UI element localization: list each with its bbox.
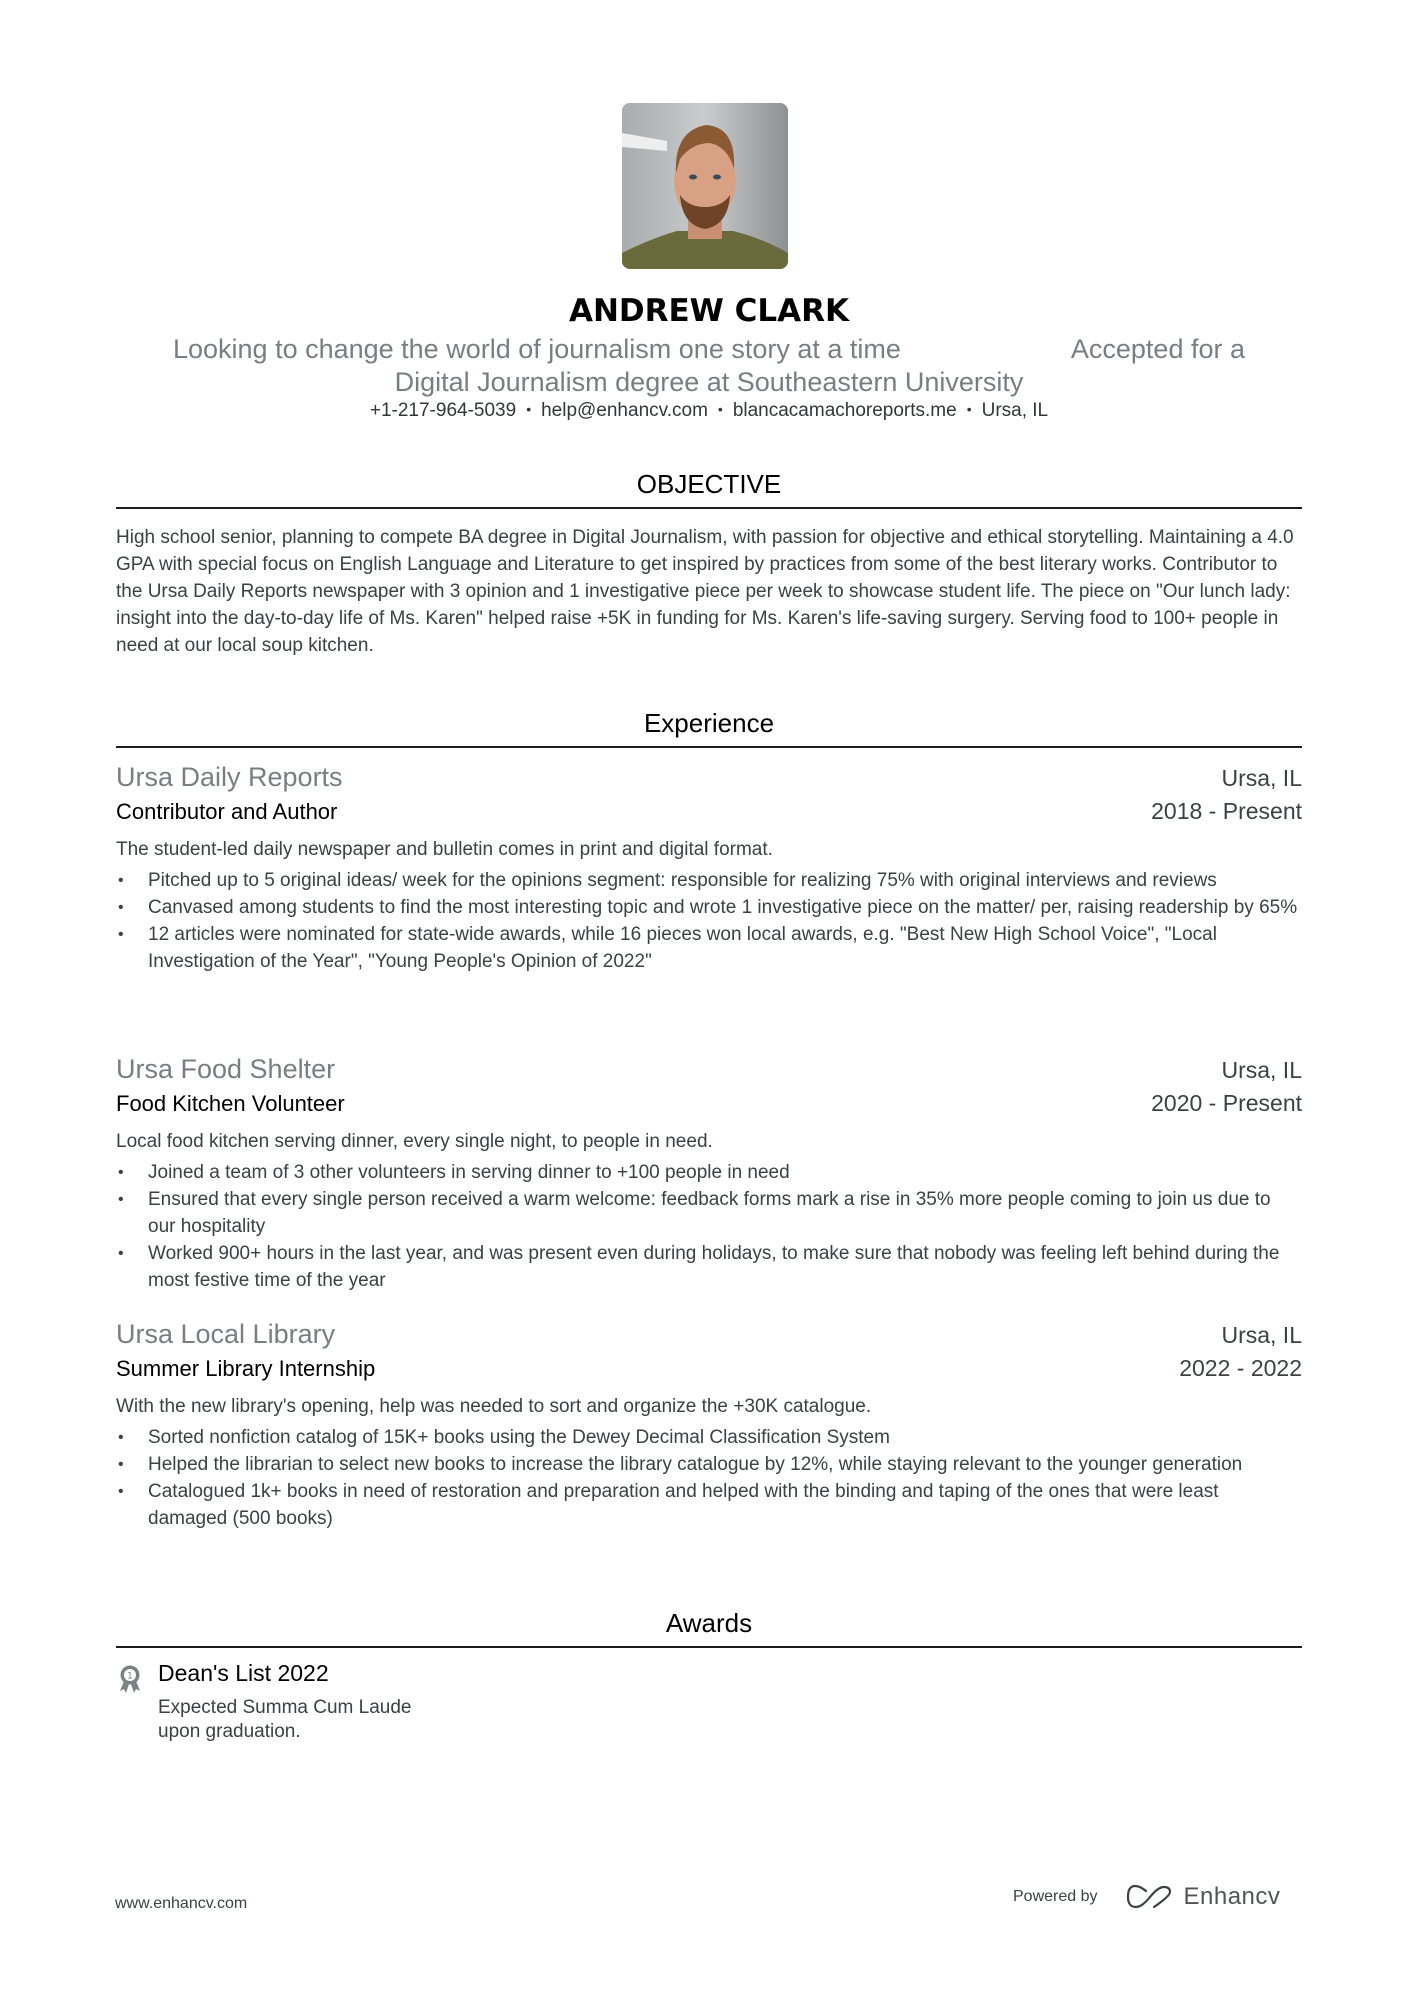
bullet-item: • Canvased among students to find the most interesting topic and wrote 1 investigative piece on the matter/ per, raising readership by 65% [116, 894, 1302, 921]
footer-website-link[interactable]: www.enhancv.com [115, 1895, 248, 1912]
job-dates: 2020 - Present [1151, 1090, 1302, 1116]
tagline-line-2: Digital Journalism degree at Southeastern University [394, 367, 1024, 397]
job-dates: 2022 - 2022 [1179, 1355, 1302, 1381]
job-role: Food Kitchen Volunteer [116, 1091, 345, 1116]
job-bullets [116, 1424, 1302, 1532]
job-description: Local food kitchen serving dinner, every single night, to people in need. [116, 1131, 713, 1152]
bullet-item: • 12 articles were nominated for state-wide awards, while 16 pieces won local awards, e.g. "Best New High School Voice", "Local Investigation of the Year", "Young People's Opinion of 2022" [116, 921, 1302, 975]
objective-text: High school senior, planning to compete BA degree in Digital Journalism, with passion for objective and ethical storytelling. Maintaining a 4.0 GPA with special focus on English Language and Literature to get inspired by practices from some of the best literary works. Contributor to the Ursa Daily Reports newspaper with 3 opinion and 1 investigative piece per week to showcase student life. The piece on "Our lunch lady: insight into the day-to-day life of Ms. Karen" helped raise +5K in funding for Ms. Karen's life-saving surgery. Serving food to 100+ people in need at our local soup kitchen. [116, 527, 1294, 656]
tagline-part-1: Looking to change the world of journalism one story at a time [172, 334, 901, 364]
experience-item [116, 1317, 1302, 1532]
bullet-item: • Sorted nonfiction catalog of 15K+ books using the Dewey Decimal Classification System [116, 1424, 1302, 1451]
brand-name[interactable]: Enhancv [1183, 1883, 1281, 1910]
experience-item [116, 1052, 1302, 1294]
enhancv-logo-icon[interactable] [1126, 1884, 1172, 1910]
section-divider [116, 1646, 1302, 1648]
section-divider [116, 507, 1302, 509]
bullet-item: • Catalogued 1k+ books in need of restoration and preparation and helped with the binding and taping of the ones that were least damaged (500 books) [116, 1478, 1302, 1532]
section-title-objective: OBJECTIVE [636, 469, 782, 499]
phone[interactable]: +1-217-964-5039 [369, 400, 517, 421]
job-role: Contributor and Author [116, 799, 338, 824]
candidate-name: ANDREW CLARK [568, 293, 850, 329]
footer-branding [1013, 1883, 1280, 1911]
job-location: Ursa, IL [1221, 1322, 1302, 1348]
job-location: Ursa, IL [1221, 1057, 1302, 1083]
company-name: Ursa Food Shelter [116, 1054, 336, 1084]
job-description: With the new library's opening, help was needed to sort and organize the +30K catalogue. [116, 1396, 872, 1417]
job-location: Ursa, IL [1221, 765, 1302, 791]
tagline [106, 333, 1312, 399]
company-name: Ursa Daily Reports [116, 762, 343, 792]
award-description: Expected Summa Cum Laude upon graduation. [158, 1697, 412, 1742]
avatar [622, 103, 788, 269]
section-title-experience: Experience [643, 708, 775, 738]
award-ribbon-icon [117, 1664, 143, 1694]
separator: • [717, 401, 723, 417]
powered-by-label: Powered by [1013, 1888, 1098, 1905]
section-divider [116, 746, 1302, 748]
section-title-awards: Awards [665, 1608, 753, 1638]
separator: • [966, 401, 972, 417]
tagline-part-2: Accepted for a [1070, 334, 1245, 364]
experience-item [116, 760, 1302, 975]
profile-photo [622, 103, 788, 269]
bullet-item: • Pitched up to 5 original ideas/ week for the opinions segment: responsible for realizing 75% with original interviews and reviews [116, 867, 1302, 894]
separator: • [526, 401, 532, 417]
company-name: Ursa Local Library [116, 1319, 336, 1349]
bullet-item: • Joined a team of 3 other volunteers in serving dinner to +100 people in need [116, 1159, 1302, 1186]
award-title: Dean's List 2022 [158, 1660, 329, 1686]
job-bullets [116, 867, 1302, 975]
website-link[interactable]: blancacamachoreports.me [732, 400, 957, 421]
bullet-item: • Helped the librarian to select new books to increase the library catalogue by 12%, while staying relevant to the younger generation [116, 1451, 1302, 1478]
email-link[interactable]: help@enhancv.com [541, 400, 708, 421]
job-dates: 2018 - Present [1151, 798, 1302, 824]
bullet-item: • Worked 900+ hours in the last year, and was present even during holidays, to make sure that nobody was feeling left behind during the most festive time of the year [116, 1240, 1302, 1294]
location: Ursa, IL [981, 400, 1049, 421]
contact-line [116, 400, 1302, 422]
job-role: Summer Library Internship [116, 1356, 376, 1381]
svg-text:1: 1 [127, 1671, 133, 1682]
bullet-item: • Ensured that every single person received a warm welcome: feedback forms mark a rise in 35% more people coming to join us due to our hospitality [116, 1186, 1302, 1240]
job-bullets [116, 1159, 1302, 1294]
job-description: The student-led daily newspaper and bulletin comes in print and digital format. [116, 839, 773, 860]
